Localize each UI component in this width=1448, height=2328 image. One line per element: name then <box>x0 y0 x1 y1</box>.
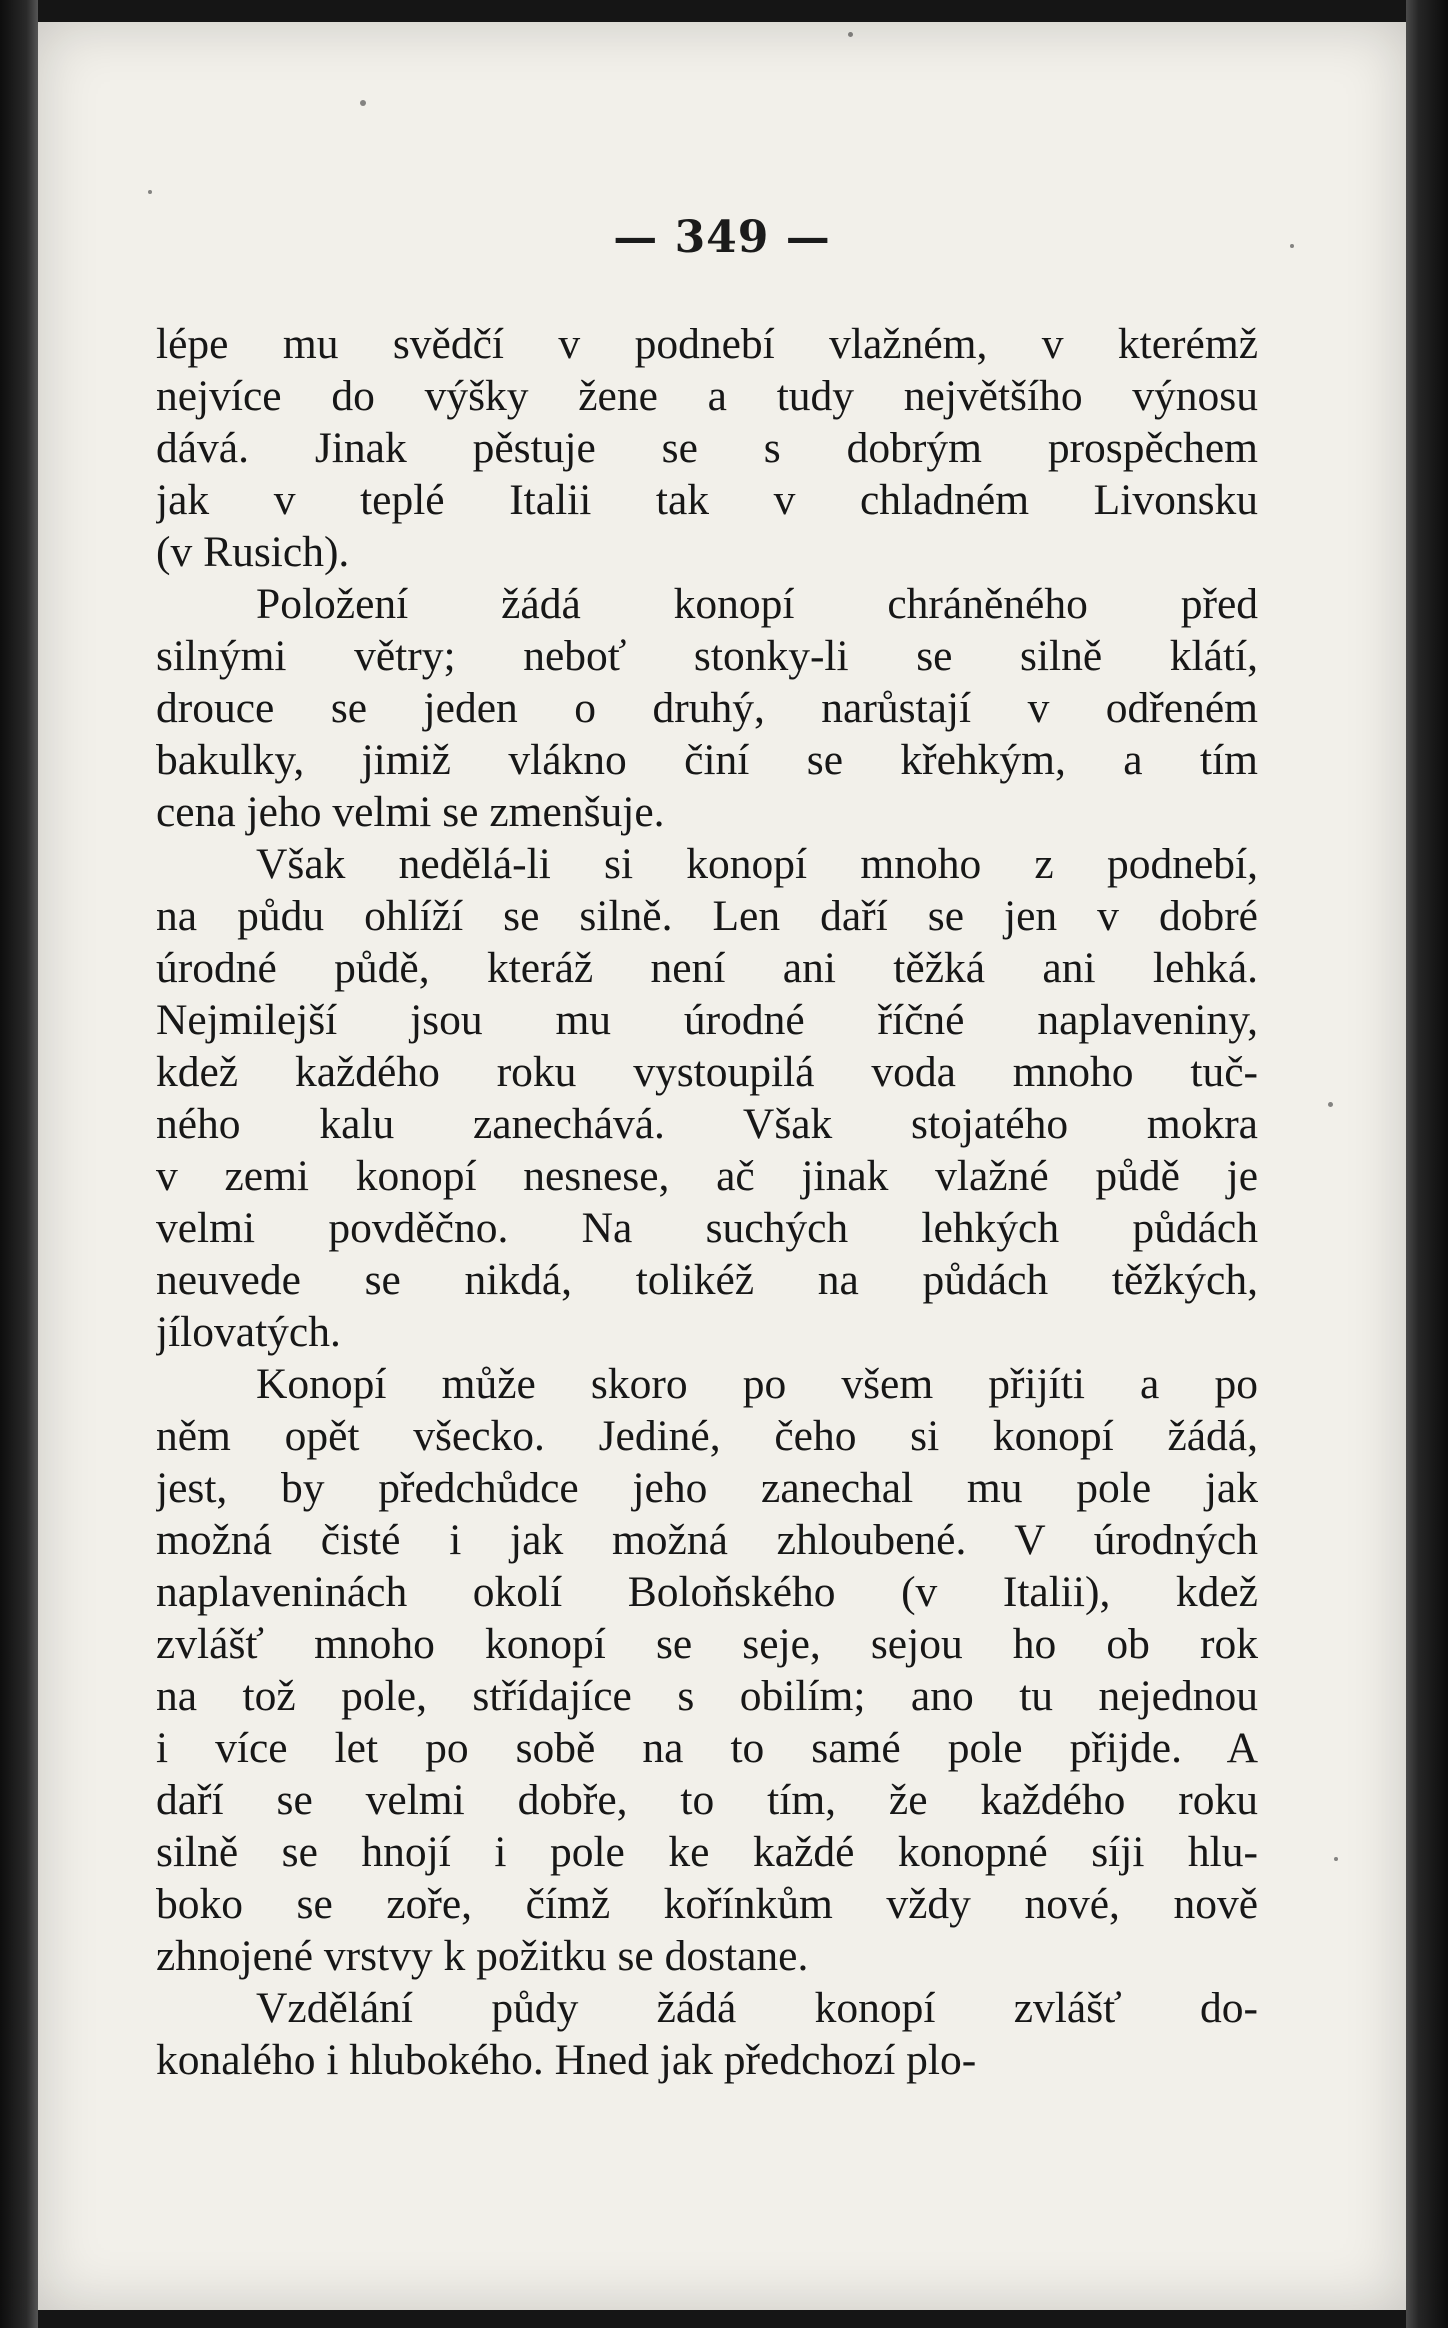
text-line: ného kalu zanechává. Však stojatého mokra <box>156 1100 1258 1148</box>
text-line: v zemi konopí nesnese, ač jinak vlažné půdě je <box>156 1152 1258 1200</box>
book-page <box>38 22 1406 2310</box>
text-line: dává. Jinak pěstuje se s dobrým prospěchem <box>156 424 1258 472</box>
text-line: Konopí může skoro po všem přijíti a po <box>256 1360 1258 1408</box>
print-speck <box>148 190 152 194</box>
text-line: jest, by předchůdce jeho zanechal mu pole jak <box>156 1464 1258 1512</box>
text-line: lépe mu svědčí v podnebí vlažném, v kterémž <box>156 320 1258 368</box>
text-line: silně se hnojí i pole ke každé konopné síji hlu- <box>156 1828 1258 1876</box>
text-line: Položení žádá konopí chráněného před <box>256 580 1258 628</box>
text-line: něm opět všecko. Jediné, čeho si konopí žádá, <box>156 1412 1258 1460</box>
text-line: boko se zoře, čímž kořínkům vždy nové, nově <box>156 1880 1258 1928</box>
book-spine-shadow <box>0 0 38 2328</box>
text-line: možná čisté i jak možná zhloubené. V úrodných <box>156 1516 1258 1564</box>
print-speck <box>848 32 853 37</box>
print-speck <box>1328 1102 1333 1107</box>
text-line: jílovatých. <box>156 1308 341 1356</box>
page-number: — 349 — <box>613 212 831 263</box>
print-speck <box>1290 244 1294 248</box>
text-line: na půdu ohlíží se silně. Len daří se jen v dobré <box>156 892 1258 940</box>
text-line: bakulky, jimiž vlákno činí se křehkým, a tím <box>156 736 1258 784</box>
text-line: cena jeho velmi se zmenšuje. <box>156 788 665 836</box>
text-line: konalého i hlubokého. Hned jak předchozí plo- <box>156 2036 977 2084</box>
text-line: Vzdělání půdy žádá konopí zvlášť do- <box>256 1984 1258 2032</box>
text-line: i více let po sobě na to samé pole přijde. A <box>156 1724 1258 1772</box>
text-line: daří se velmi dobře, to tím, že každého roku <box>156 1776 1258 1824</box>
text-line: naplaveninách okolí Boloňského (v Italii), kdež <box>156 1568 1258 1616</box>
text-line: zvlášť mnoho konopí se seje, sejou ho ob rok <box>156 1620 1258 1668</box>
text-line: (v Rusich). <box>156 528 350 576</box>
text-line: jak v teplé Italii tak v chladném Livonsku <box>156 476 1258 524</box>
text-line: silnými větry; neboť stonky-li se silně klátí, <box>156 632 1258 680</box>
body-text <box>156 318 1258 2086</box>
text-line: na tož pole, střídajíce s obilím; ano tu nejednou <box>156 1672 1258 1720</box>
print-speck <box>360 100 366 106</box>
text-line: zhnojené vrstvy k požitku se dostane. <box>156 1932 809 1980</box>
text-line: Nejmilejší jsou mu úrodné říčné naplaveniny, <box>156 996 1258 1044</box>
print-speck <box>1334 1857 1338 1861</box>
text-line: kdež každého roku vystoupilá voda mnoho tuč- <box>156 1048 1258 1096</box>
text-line: neuvede se nikdá, tolikéž na půdách těžkých, <box>156 1256 1258 1304</box>
text-line: nejvíce do výšky žene a tudy největšího výnosu <box>156 372 1258 420</box>
text-line: drouce se jeden o druhý, narůstají v odřeném <box>156 684 1258 732</box>
text-line: velmi povděčno. Na suchých lehkých půdách <box>156 1204 1258 1252</box>
text-line: Však nedělá-li si konopí mnoho z podnebí, <box>256 840 1258 888</box>
text-line: úrodné půdě, kteráž není ani těžká ani lehká. <box>156 944 1258 992</box>
page-edge-shadow <box>1406 0 1448 2328</box>
